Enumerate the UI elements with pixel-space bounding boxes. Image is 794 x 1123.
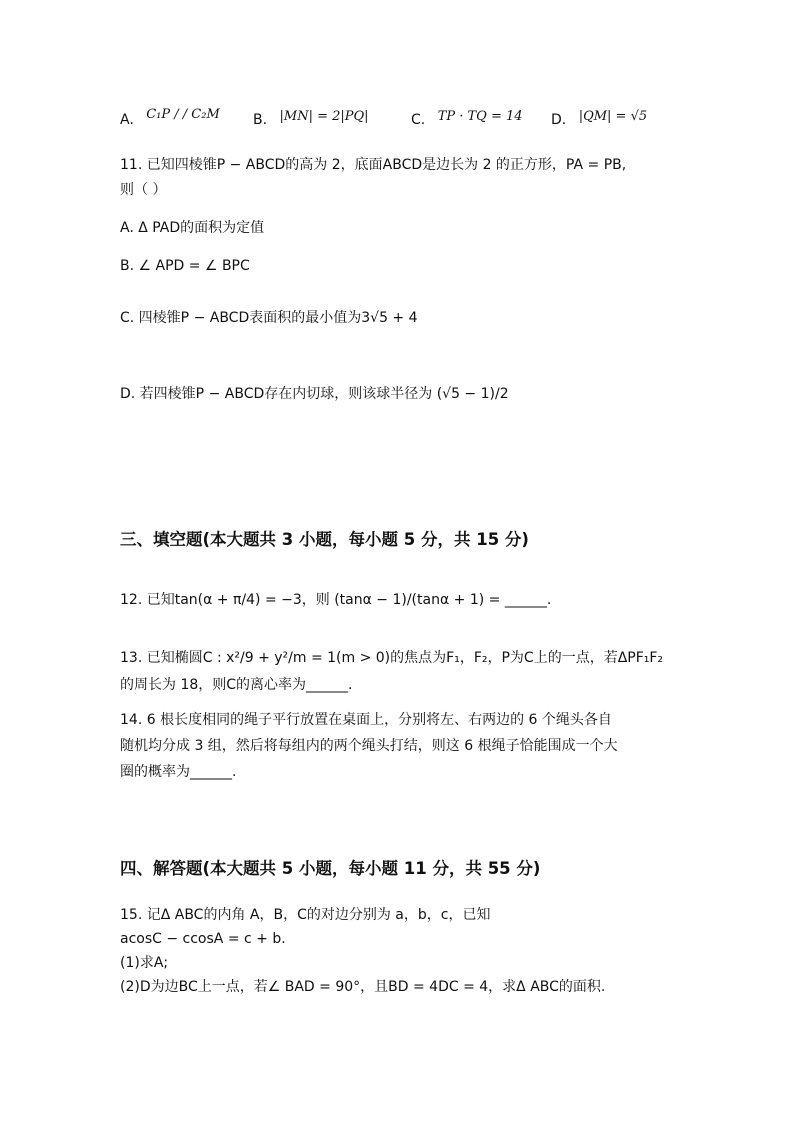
q10-option-a — [120, 107, 220, 131]
q14-line2: 随机均分成 3 组，然后将每组内的两个绳头打结，则这 6 根绳子恰能围成一个大 — [120, 738, 618, 754]
q10-option-b-expr: |MN| = 2|PQ| — [279, 109, 369, 124]
q10-option-b — [253, 110, 369, 131]
q10-option-d-expr: |QM| = √5 — [578, 109, 648, 124]
q15-line1: 15. 记Δ ABC的内角 A，B，C的对边分别为 a，b，c，已知 — [120, 907, 491, 923]
q10-option-c-expr: TP · TQ = 14 — [437, 109, 523, 124]
q10-option-b-label: B. — [253, 112, 268, 128]
q11-option-d: D. 若四棱锥P − ABCD存在内切球，则该球半径为 (√5 − 1)/2 — [120, 386, 509, 402]
q11-option-a: A. Δ PAD的面积为定值 — [120, 220, 265, 236]
q11-stem-line1: 11. 已知四棱锥P − ABCD的高为 2，底面ABCD是边长为 2 的正方形，PA = PB, — [120, 157, 627, 173]
q15-line3: (1)求A; — [120, 955, 169, 971]
q10-option-c — [411, 110, 523, 131]
q10-option-d — [551, 110, 647, 131]
section-4-title: 四、解答题(本大题共 5 小题，每小题 11 分，共 55 分) — [120, 859, 541, 878]
q12-text: 12. 已知tan(α + π/4) = −3，则 (tanα − 1)/(tanα + 1) = ______. — [120, 592, 552, 608]
q10-option-d-label: D. — [551, 112, 567, 128]
section-3-title: 三、填空题(本大题共 3 小题，每小题 5 分，共 15 分) — [120, 530, 529, 549]
q10-option-c-label: C. — [411, 112, 426, 128]
q10-option-a-expr: C₁P / / C₂M — [146, 107, 220, 122]
q11-stem-line2: 则（ ） — [120, 182, 167, 198]
q11-option-b: B. ∠ APD = ∠ BPC — [120, 258, 250, 274]
q13-line1: 13. 已知椭圆C : x²/9 + y²/m = 1(m > 0)的焦点为F₁，F₂，P为C上的一点，若ΔPF₁F₂ — [120, 650, 664, 666]
q14-line1: 14. 6 根长度相同的绳子平行放置在桌面上，分别将左、右两边的 6 个绳头各自 — [120, 712, 612, 728]
q13-line2: 的周长为 18，则C的离心率为______. — [120, 677, 353, 693]
q10-option-a-label: A. — [120, 112, 134, 128]
q14-line3: 圈的概率为______. — [120, 764, 237, 780]
q15-line2: acosC − ccosA = c + b. — [120, 931, 286, 947]
q11-option-c: C. 四棱锥P − ABCD表面积的最小值为3√5 + 4 — [120, 310, 418, 326]
q15-line4: (2)D为边BC上一点，若∠ BAD = 90°，且BD = 4DC = 4，求Δ ABC的面积. — [120, 979, 606, 995]
